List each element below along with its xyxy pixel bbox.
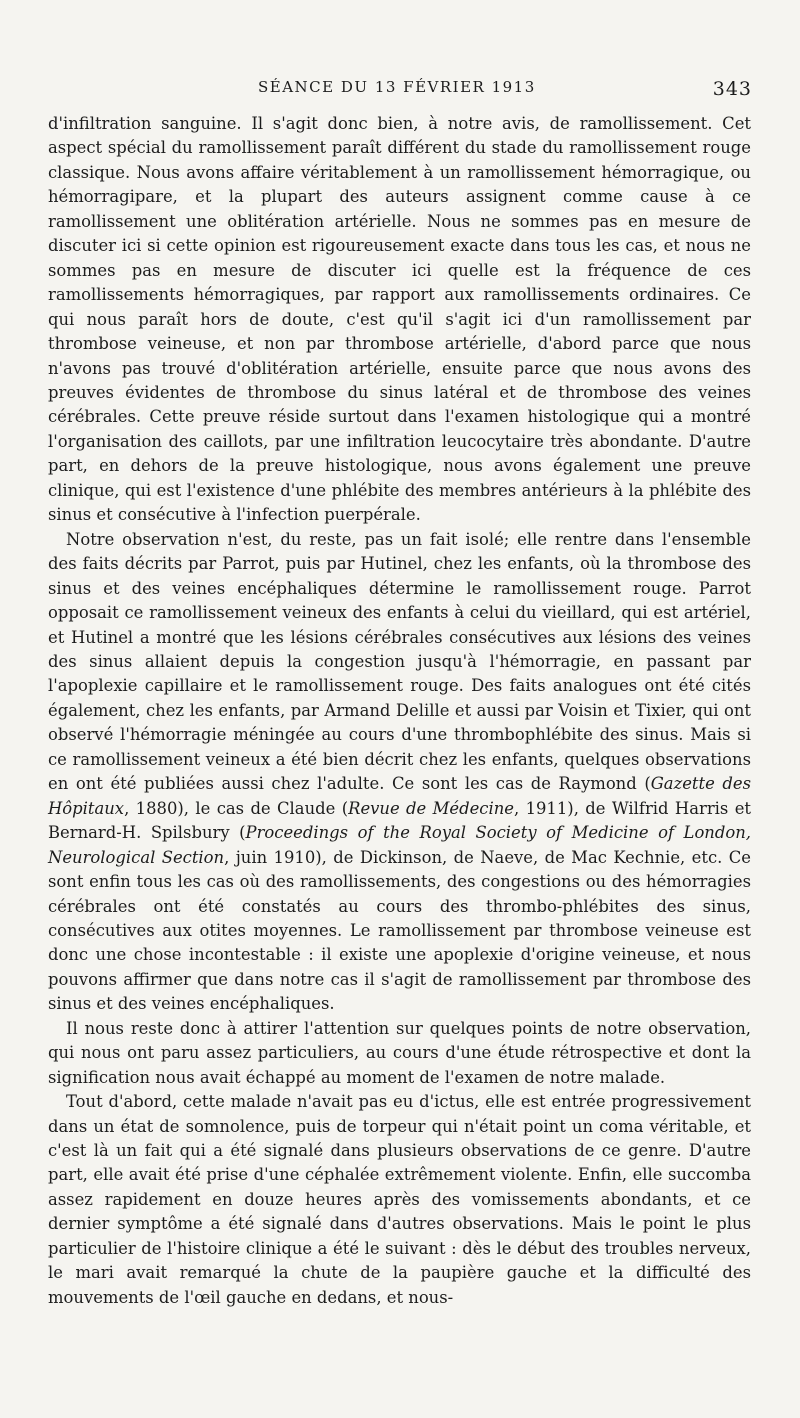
paragraph-2-text-d: , juin 1910), de Dickinson, de Naeve, de Mac Kechnie, etc. Ce sont enfin tous les cas où des ramollissements, des congestions ou des hémorragies cérébrales ont été constatés au cours des thrombo-phlébites des sinus, consécutives aux otites moyennes. Le ramollissement par thrombose veineuse est donc une chose incontestable : il existe une apoplexie d'origine veineuse, et nous pouvons affirmer que dans notre cas il s'agit de ramollissement par thrombose des sinus et des veines encéphaliques. [48, 847, 751, 1014]
citation-proceedings: Proceedings of the Royal Society of Medicine of London, Neurological Section [48, 823, 751, 867]
paragraph-2-text-b: , 1880), le cas de Claude ( [124, 798, 349, 818]
paragraph-4-text: Tout d'abord, cette malade n'avait pas eu d'ictus, elle est entrée progressivement dans un état de somnolence, puis de torpeur qui n'était point un coma véritable, et c'est là un fait qui a été signalé dans plusieurs observations de ce genre. D'autre part, elle avait été prise d'une céphalée extrêmement violente. Enfin, elle succomba assez rapidement en douze heures après des vomissements abondants, et ce dernier symptôme a été signalé dans d'autres observations. Mais le point le plus particulier de l'histoire clinique a été le suivant : dès le début des troubles nerveux, le mari avait remarqué la chute de la paupière gauche et la difficulté des mouvements de l'œil gauche en dedans, et nous- [48, 1092, 751, 1307]
page-number: 343 [712, 78, 752, 100]
paragraph-1-text: d'infiltration sanguine. Il s'agit donc bien, à notre avis, de ramollissement. Cet aspect spécial du ramollissement paraît différent du stade du ramollissement rouge classique. Nous avons affaire véritablement à un ramollissement hémorragique, ou hémorragipare, et la plupart des auteurs assignent comme cause à ce ramollissement une oblitération artérielle. Nous ne sommes pas en mesure de discuter ici si cette opinion est rigoureusement exacte dans tous les cas, et nous ne sommes pas en mesure de discuter ici quelle est la fréquence de ces ramollissements hémorragiques, par rapport aux ramollissements ordinaires. Ce qui nous paraît hors de doute, c'est qu'il s'agit ici d'un ramollissement par thrombose veineuse, et non par thrombose artérielle, d'abord parce que nous n'avons pas trouvé d'oblitération artérielle, ensuite parce que nous avons des preuves évidentes de thrombose du sinus latéral et de thrombose des veines cérébrales. Cette preuve réside surtout dans l'examen histologique qui a montré l'organisation des caillots, par une infiltration leucocytaire très abondante. D'autre part, en dehors de la preuve histologique, nous avons également une preuve clinique, qui est l'existence d'une phlébite des membres antérieurs à la phlébite des sinus et consécutive à l'infection puerpérale. [48, 114, 751, 525]
running-head: SÉANCE DU 13 FÉVRIER 1913 [258, 78, 536, 96]
paragraph-2-text-a: Notre observation n'est, du reste, pas un fait isolé; elle rentre dans l'ensemble des faits décrits par Parrot, puis par Hutinel, chez les enfants, où la thrombose des sinus et des veines encéphaliques détermine le ramollissement rouge. Parrot opposait ce ramollissement veineux des enfants à celui du vieillard, qui est artériel, et Hutinel a montré que les lésions cérébrales consécutives aux lésions des veines des sinus allaient depuis la congestion jusqu'à l'hémorragie, en passant par l'apoplexie capillaire et le ramollissement rouge. Des faits analogues ont été cités également, chez les enfants, par Armand Delille et aussi par Voisin et Tixier, qui ont observé l'hémorragie méningée au cours d'une thrombophlébite des sinus. Mais si ce ramollissement veineux a été bien décrit chez les enfants, quelques observations en ont été publiées aussi chez l'adulte. Ce sont les cas de Raymond ( [48, 529, 751, 794]
page-header [0, 72, 800, 112]
paragraph-3 [48, 1017, 751, 1090]
paragraph-3-text: Il nous reste donc à attirer l'attention sur quelques points de notre observation, qui nous ont paru assez particuliers, au cours d'une étude rétrospective et dont la signification nous avait échappé au moment de l'examen de notre malade. [48, 1018, 751, 1087]
paragraph-4 [48, 1090, 751, 1310]
citation-revue-de-medecine: Revue de Médecine [348, 798, 514, 818]
paragraph-2 [48, 528, 751, 1017]
paragraph-2-text-c: , 1911), de Wilfrid Harris et Bernard-H. Spilsbury ( [48, 798, 751, 843]
citation-gazette-des-hopitaux: Gazette des Hôpitaux [48, 774, 751, 818]
paragraph-1 [48, 112, 751, 528]
body-text [48, 112, 751, 1310]
